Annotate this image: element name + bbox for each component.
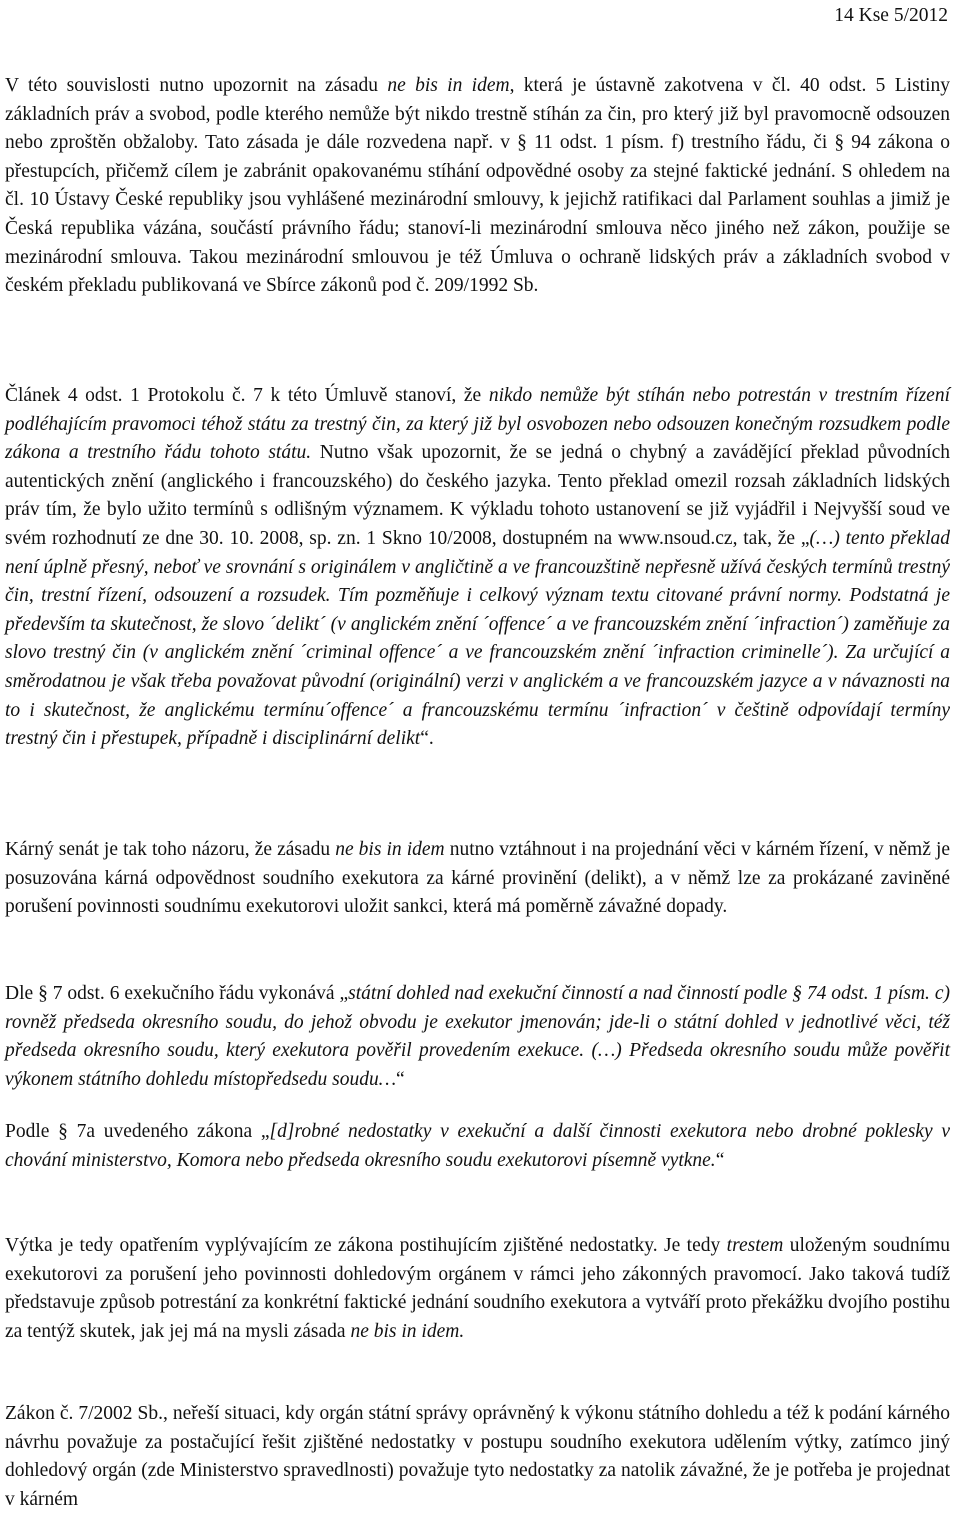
paragraph-text: , která je ústavně zakotvena v čl. 40 odst. 5 Listiny základních práv a svobod, podle kterého nemůže být nikdo trestně stíhán za čin, pro který již byl pravomocně odsouzen nebo zproštěn obžaloby. Tato zásada je dále rozvedena např. v § 11 odst. 1 písm. f) trestního řádu, či § 94 zákona o přestupcích, přičemž cílem je zabránit opakovanému stíhání odpovědné osoby za stejné faktické jednání. S ohledem na čl. 10 Ústavy České republiky jsou vyhlášené mezinárodní smlouvy, k jejichž ratifikaci dal Parlament souhlas a jimiž je Česká republika vázána, součástí právního řádu; stanoví-li mezinárodní smlouva něco jiného než zákon, použije se mezinárodní smlouva. Takou mezinárodní smlouvou je též Úmluva o ochraně lidských práv a základních svobod v českém překladu publikovaná ve Sbírce zákonů pod č. 209/1992 Sb.	[5, 75, 950, 297]
paragraph-text-italic: (…) tento překlad není úplně přesný, neboť ve srovnání s originálem v angličtině a ve francouzštině nepřesně užívá českých termínů trestný čin, trestní řízení, odsouzení a rozsudek. Tím pozměňuje i celkový význam textu citované právní normy. Podstatná je především ta skutečnost, že slovo ´delikt´ (v anglickém znění ´offence´ a ve francouzském znění ´infraction´) zaměňuje za slovo trestný čin (v anglickém znění ´criminal offence´ a ve francouzském znění ´infraction criminelle´). Za určující a směrodatnou je však třeba považovat původní (originální) verzi v anglickém a ve francouzském jazyce a v návaznosti na to i skutečnost, že anglickému termínu´offence´ a francouzskému termínu ´infraction´ v češtině odpovídají termíny trestný čin i přestupek, případně i disciplinární delikt	[5, 527, 950, 750]
paragraph-text-italic: ne bis in idem	[335, 839, 445, 860]
paragraph-text: Zákon č. 7/2002 Sb., neřeší situaci, kdy orgán státní správy oprávněný k výkonu státního dohledu a též k podání kárného návrhu považuje za postačující řešit zjištěné nedostatky v postupu soudního exekutora udělením výtky, zatímco jiný dohledový orgán (zde Ministerstvo spravedlnosti) považuje tyto nedostatky za natolik závažné, že je potřeba je projednat v kárném	[5, 1403, 950, 1510]
paragraph-text: “.	[420, 728, 434, 750]
paragraph-3	[5, 836, 950, 922]
paragraph-6	[5, 1232, 950, 1346]
paragraph-text-italic: nikdo nemůže být stíhán nebo potrestán v trestním řízení podléhajícím pravomoci téhož státu za trestný čin, za který již byl osvobozen nebo odsouzen konečným rozsudkem podle zákona a trestního řádu tohoto státu.	[5, 385, 950, 464]
paragraph-text: V této souvislosti nutno upozornit na zásadu	[5, 75, 388, 96]
case-reference: 14 Kse 5/2012	[834, 5, 948, 26]
paragraph-text: “	[396, 1068, 405, 1090]
paragraph-text: uloženým soudnímu exekutorovi za porušení jeho povinnosti dohledovým orgánem v rámci jeho zákonných pravomocí. Jako taková tudíž představuje způsob potrestání za konkrétní faktické jednání soudního exekutora a vytváří proto překážku dvojího postihu za tentýž skutek, jak jej má na mysli zásada	[5, 1235, 950, 1342]
paragraph-2	[5, 382, 950, 754]
paragraph-text: Podle § 7a uvedeného zákona „	[5, 1121, 270, 1142]
paragraph-text-italic: ne bis in idem.	[350, 1320, 465, 1342]
paragraph-text: Výtka je tedy opatřením vyplývajícím ze zákona postihujícím zjištěné nedostatky. Je tedy	[5, 1235, 727, 1256]
paragraph-4	[5, 980, 950, 1094]
paragraph-text-italic: trestem	[726, 1235, 784, 1256]
paragraph-text: Kárný senát je tak toho názoru, že zásadu	[5, 839, 336, 860]
paragraph-7	[5, 1400, 950, 1514]
paragraph-1	[5, 72, 950, 301]
paragraph-text-italic: [d]robné nedostatky v exekuční a další činnosti exekutora nebo drobné poklesky v chování ministerstvo, Komora nebo předseda okresního soudu exekutorovi písemně vytkne.	[5, 1121, 950, 1171]
paragraph-text-italic: ne bis in idem	[387, 75, 510, 96]
paragraph-text: Dle § 7 odst. 6 exekučního řádu vykonává „	[5, 983, 349, 1004]
paragraph-text: nutno vztáhnout i na projednání věci v kárném řízení, v němž je posuzována kárná odpovědnost soudního exekutora za kárné provinění (delikt), a v němž lze za prokázané zaviněné porušení povinnosti soudnímu exekutorovi uložit sankci, která má poměrně závažné dopady.	[5, 839, 951, 918]
paragraph-5	[5, 1118, 950, 1175]
paragraph-text: “	[715, 1149, 725, 1171]
paragraph-text: Nutno však upozornit, že se jedná o chybný a zavádějící překlad původních autentických znění (anglického i francouzského) do českého jazyka. Tento překlad omezil rozsah základních lidských práv tím, že bylo užito termínů s odlišným významem. K výkladu tohoto ustanovení se již vyjádřil i Nejvyšší soud ve svém rozhodnutí ze dne 30. 10. 2008, sp. zn. 1 Skno 10/2008, dostupném na www.nsoud.cz, tak, že „	[5, 442, 950, 549]
paragraph-text: Článek 4 odst. 1 Protokolu č. 7 k této Úmluvě stanoví, že	[5, 385, 489, 406]
paragraph-text-italic: státní dohled nad exekuční činností a nad činností podle § 74 odst. 1 písm. c) rovněž předseda okresního soudu, do jehož obvodu je exekutor jmenován; jde-li o státní dohled v jednotlivé věci, též předseda okresního soudu, který exekutora pověřil provedením exekuce. (…) Předseda okresního soudu může pověřit výkonem státního dohledu místopředsedu soudu…	[5, 983, 950, 1090]
